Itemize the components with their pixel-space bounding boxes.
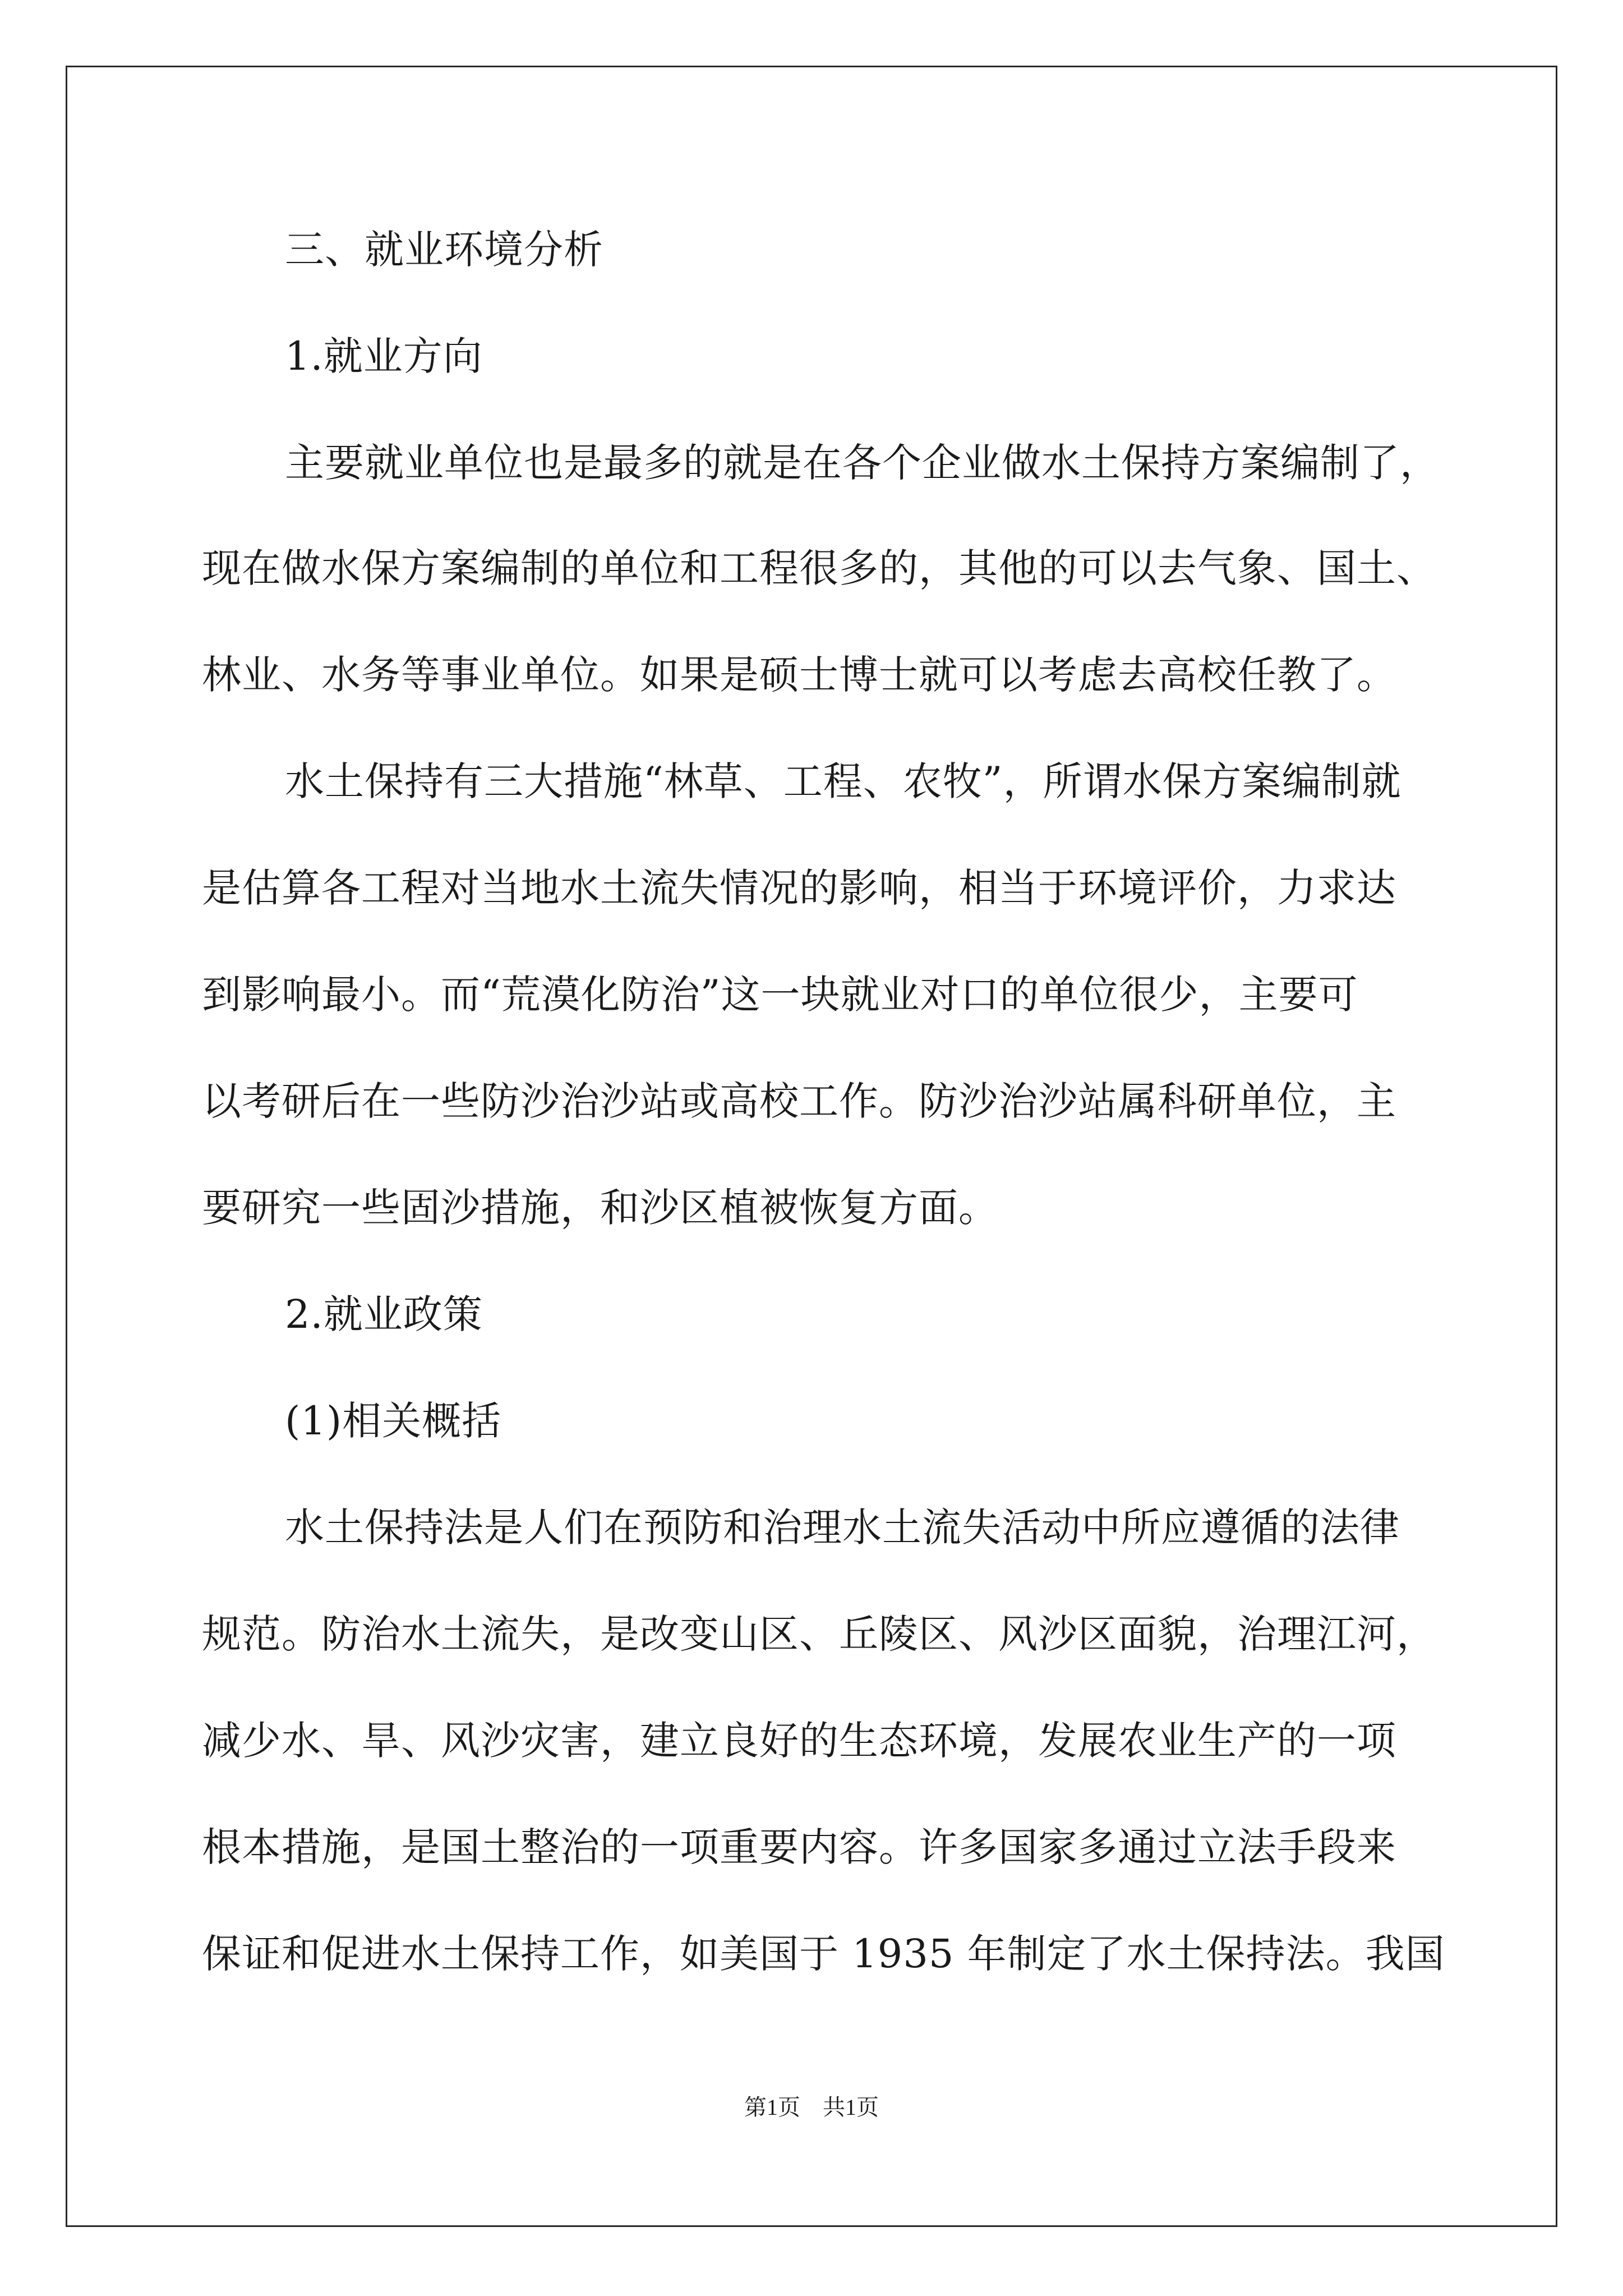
paragraph-line: 水土保持法是人们在预防和治理水土流失活动中所应遵循的法律 (285, 1504, 1400, 1550)
paragraph-line: 水土保持有三大措施“林草、工程、农牧”，所谓水保方案编制就 (285, 758, 1401, 804)
page-number: 第1页 共1页 (744, 2095, 879, 2120)
section-heading: 三、就业环境分析 (285, 227, 603, 273)
paragraph-line: 主要就业单位也是最多的就是在各个企业做水土保持方案编制了， (285, 440, 1440, 486)
paragraph-line: 规范。防治水土流失，是改变山区、丘陵区、风沙区面貌，治理江河， (202, 1611, 1436, 1657)
paragraph-line: 根本措施，是国土整治的一项重要内容。许多国家多通过立法手段来 (202, 1824, 1396, 1870)
paragraph-line: 林业、水务等事业单位。如果是硕士博士就可以考虑去高校任教了。 (202, 652, 1396, 698)
paragraph-line: 现在做水保方案编制的单位和工程很多的，其他的可以去气象、国土、 (202, 545, 1436, 591)
paragraph-line: 要研究一些固沙措施，和沙区植被恢复方面。 (202, 1185, 998, 1231)
page-border (66, 66, 1557, 2227)
paragraph-line: 是估算各工程对当地水土流失情况的影响，相当于环境评价，力求达 (202, 865, 1396, 911)
subsection-heading: 2.就业政策 (285, 1291, 483, 1337)
subsection-heading: (1)相关概括 (285, 1398, 502, 1444)
paragraph-line: 以考研后在一些防沙治沙站或高校工作。防沙治沙站属科研单位，主 (202, 1078, 1396, 1124)
subsection-heading: 1.就业方向 (285, 333, 483, 379)
paragraph-line: 减少水、旱、风沙灾害，建立良好的生态环境，发展农业生产的一项 (202, 1718, 1396, 1764)
paragraph-line: 到影响最小。而“荒漠化防治”这一块就业对口的单位很少，主要可 (202, 972, 1358, 1018)
paragraph-line: 保证和促进水土保持工作，如美国于 1935 年制定了水土保持法。我国 (202, 1931, 1445, 1977)
